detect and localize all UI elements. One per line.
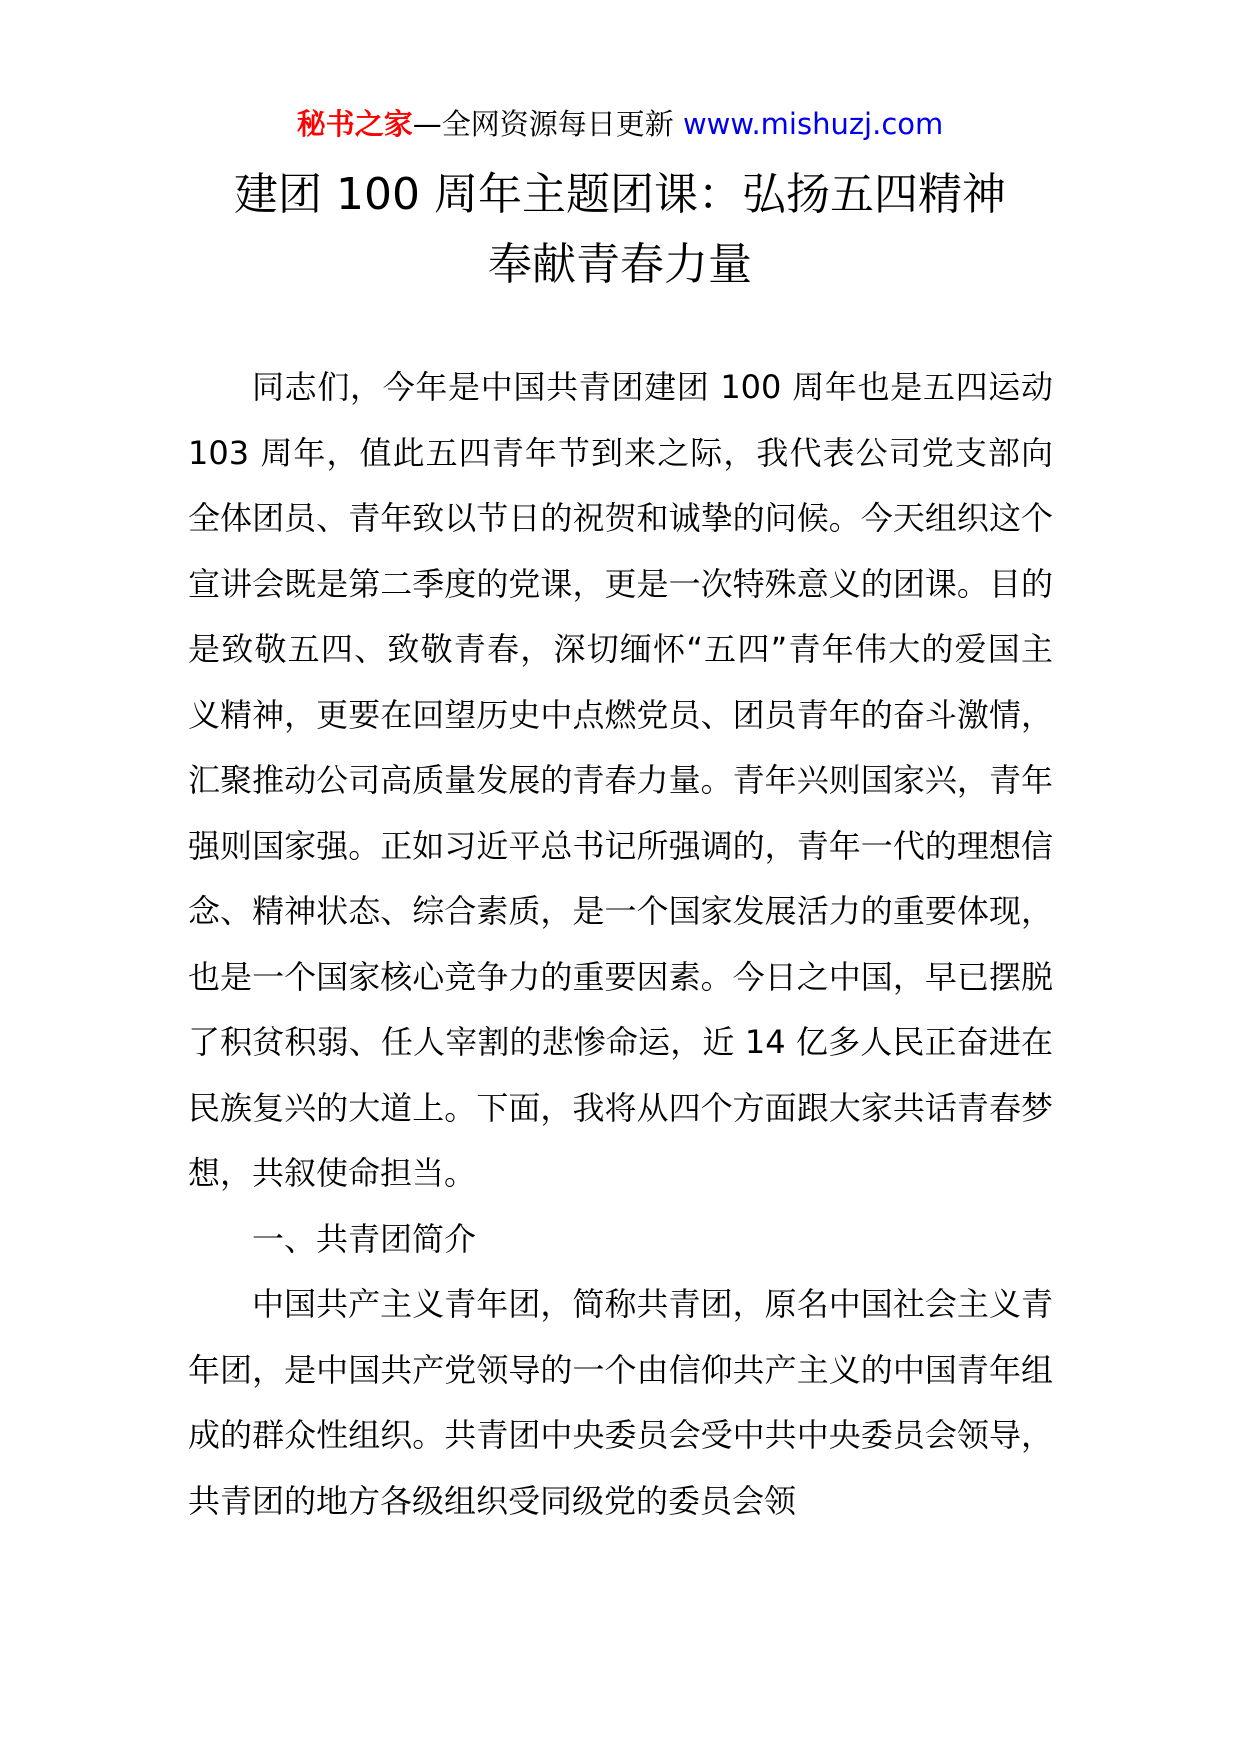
- section-paragraph: 中国共产主义青年团，简称共青团，原名中国社会主义青年团，是中国共产党领导的一个由信仰共产主义的中国青年组成的群众性组织。共青团中央委员会受中共中央委员会领导，共青团的地方各级组织受同级党的委员会领: [188, 1285, 1053, 1520]
- document-body: [188, 355, 1053, 1534]
- intro-paragraph: 同志们，今年是中国共青团建团 100 周年也是五四运动 103 周年，值此五四青年节到来之际，我代表公司党支部向全体团员、青年致以节日的祝贺和诚挚的问候。今天组织这个宣讲会既是第二季度的党课，更是一次特殊意义的团课。目的是致敬五四、致敬青春，深切缅怀“五四”青年伟大的爱国主义精神，更要在回望历史中点燃党员、团员青年的奋斗激情，汇聚推动公司高质量发展的青春力量。青年兴则国家兴，青年强则国家强。正如习近平总书记所强调的，青年一代的理想信念、精神状态、综合素质，是一个国家发展活力的重要体现，也是一个国家核心竞争力的重要因素。今日之中国，早已摆脱了积贫积弱、任人宰割的悲惨命运，近 14 亿多人民正奋进在民族复兴的大道上。下面，我将从四个方面跟大家共话青春梦想，共叙使命担当。: [188, 368, 1053, 1192]
- header-tagline: —全网资源每日更新: [412, 107, 683, 141]
- title-line-2: 奉献青春力量: [488, 239, 752, 290]
- brand-name: 秘书之家: [296, 107, 413, 141]
- site-url-link[interactable]: www.mishuzj.com: [682, 107, 944, 141]
- document-title: [0, 160, 1240, 300]
- site-header: [0, 102, 1240, 146]
- title-line-1: 建团 100 周年主题团课：弘扬五四精神: [234, 169, 1006, 220]
- section-heading: 一、共青团简介: [252, 1219, 477, 1258]
